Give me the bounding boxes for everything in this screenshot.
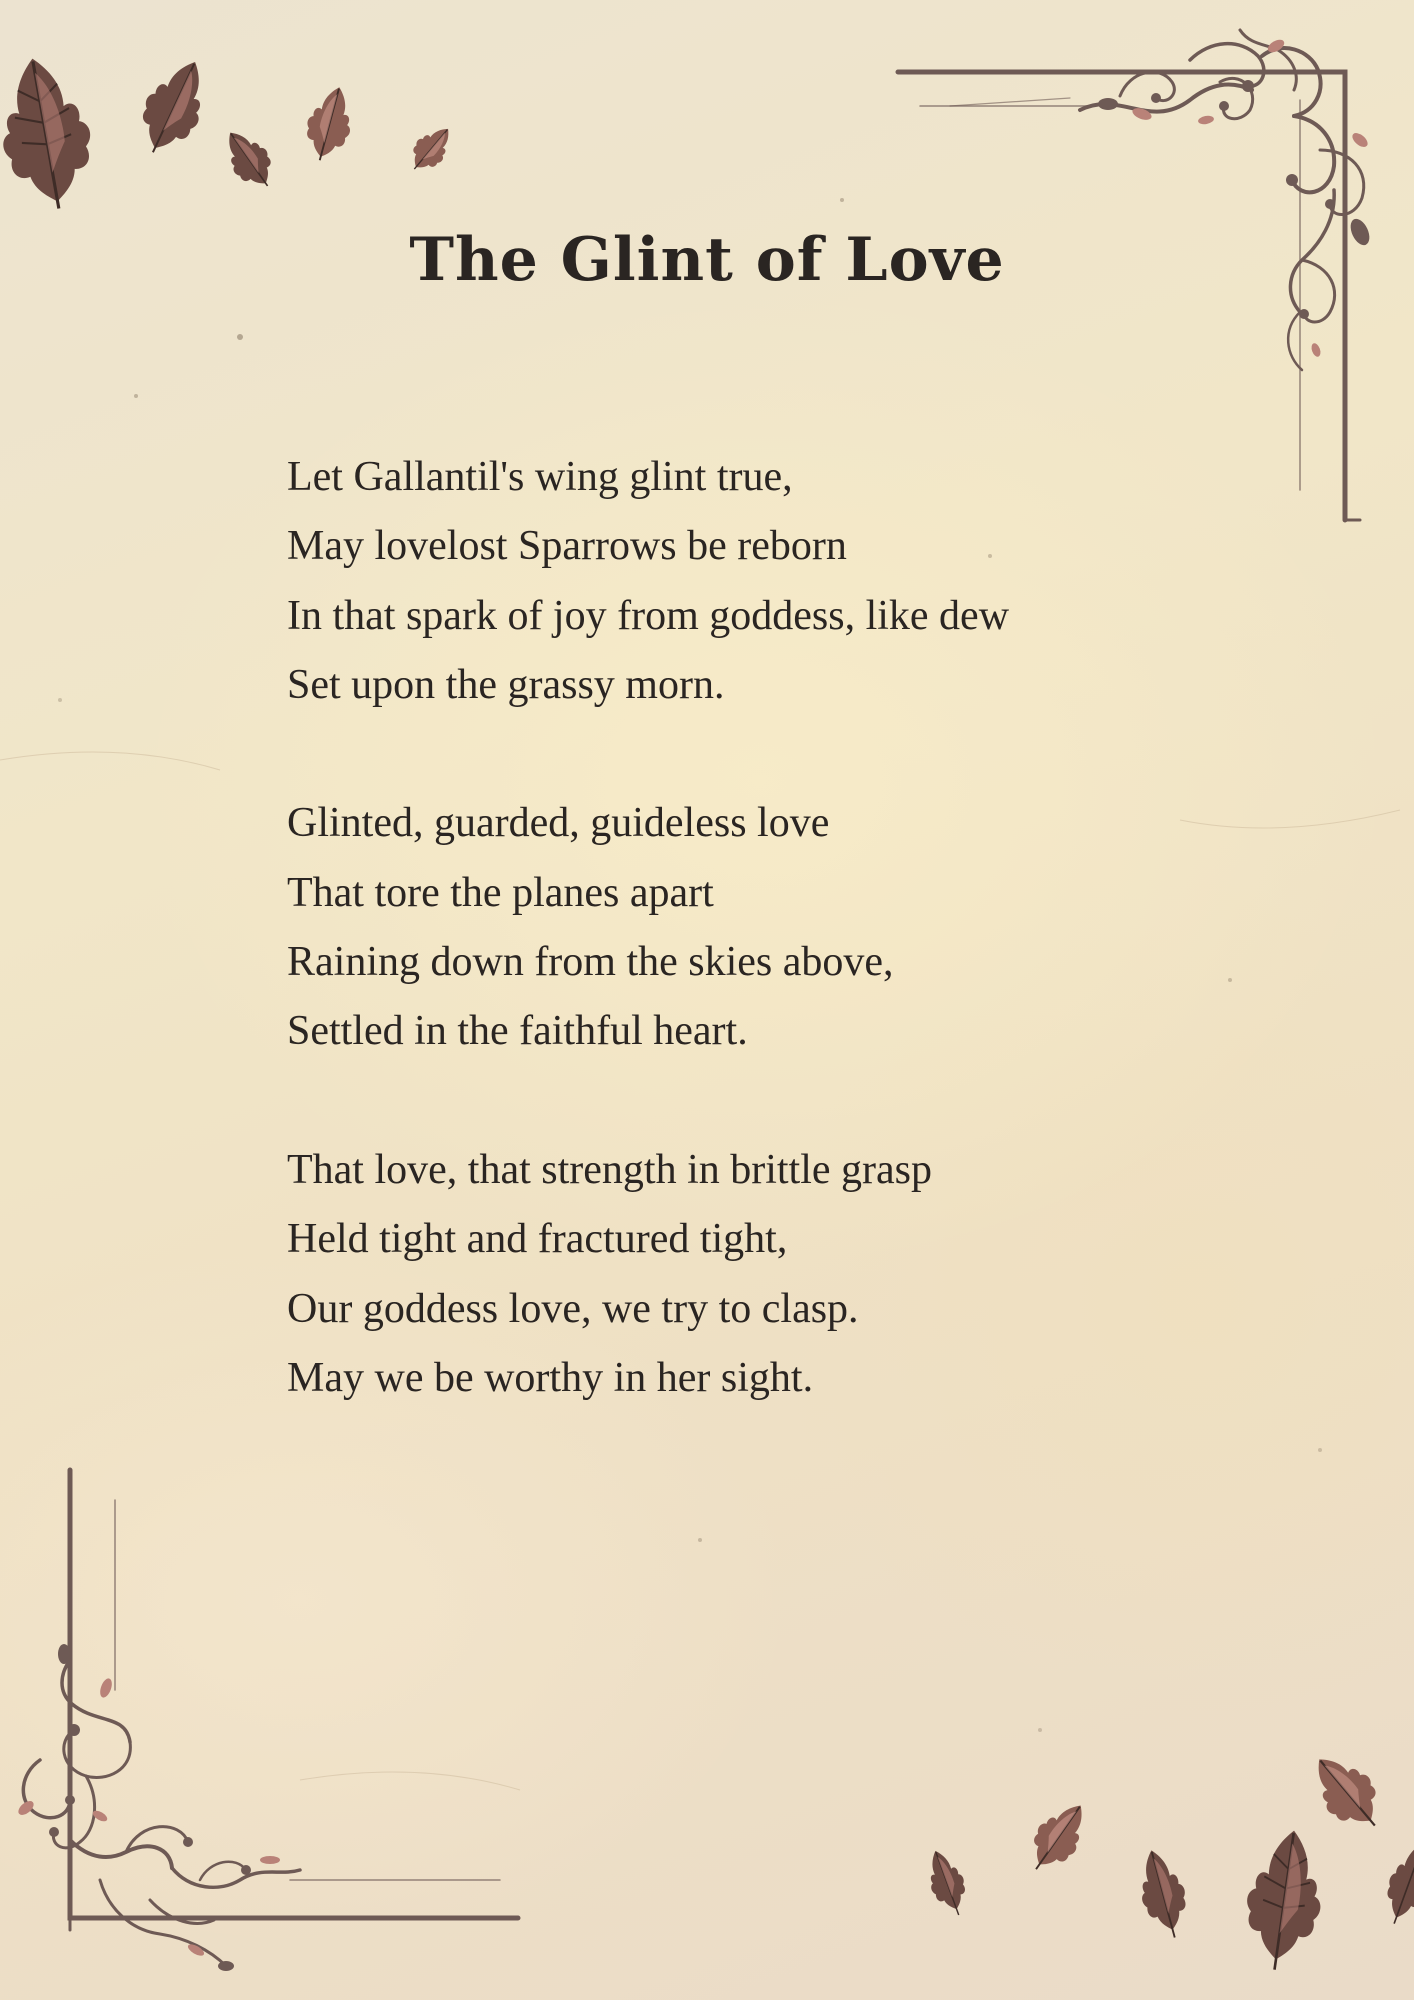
poem-line: In that spark of joy from goddess, like dew [287, 592, 1010, 639]
poem-line: May we be worthy in her sight. [287, 1354, 814, 1401]
poem-line: Glinted, guarded, guideless love [287, 800, 830, 847]
autumn-leaves-bottom-right [900, 1730, 1414, 2000]
leaf-icon [127, 50, 220, 164]
poem-line: Held tight and fractured tight, [287, 1216, 788, 1263]
poem-line: That tore the planes apart [287, 869, 714, 916]
poem-line: That love, that strength in brittle grasp [287, 1146, 933, 1193]
poem-line: May lovelost Sparrows be reborn [287, 523, 847, 570]
leaf-icon [299, 82, 361, 166]
leaf-icon [214, 122, 283, 197]
poem-line: Settled in the faithful heart. [287, 1008, 748, 1055]
leaf-icon [1238, 1826, 1331, 1975]
leaf-icon [1130, 1845, 1195, 1943]
poem-body [287, 443, 1147, 1482]
leaf-icon [1299, 1742, 1395, 1842]
poem-line: Set upon the grassy morn. [287, 661, 725, 708]
stanza [287, 443, 1147, 720]
stanza [287, 789, 1147, 1066]
ornamental-corner-bottom-left [0, 1460, 540, 1980]
leaf-icon [920, 1845, 975, 1921]
leaf-icon [1376, 1836, 1414, 1930]
autumn-leaves-top-left [0, 40, 480, 240]
poem-line: Raining down from the skies above, [287, 939, 894, 986]
poem-line: Let Gallantil's wing glint true, [287, 454, 793, 500]
leaf-icon [1018, 1793, 1098, 1882]
stanza [287, 1136, 1147, 1413]
leaf-icon [402, 119, 460, 180]
leaf-icon [0, 51, 102, 216]
poem-title: The Glint of Love [409, 225, 1005, 295]
poem-line: Our goddess love, we try to clasp. [287, 1285, 859, 1332]
